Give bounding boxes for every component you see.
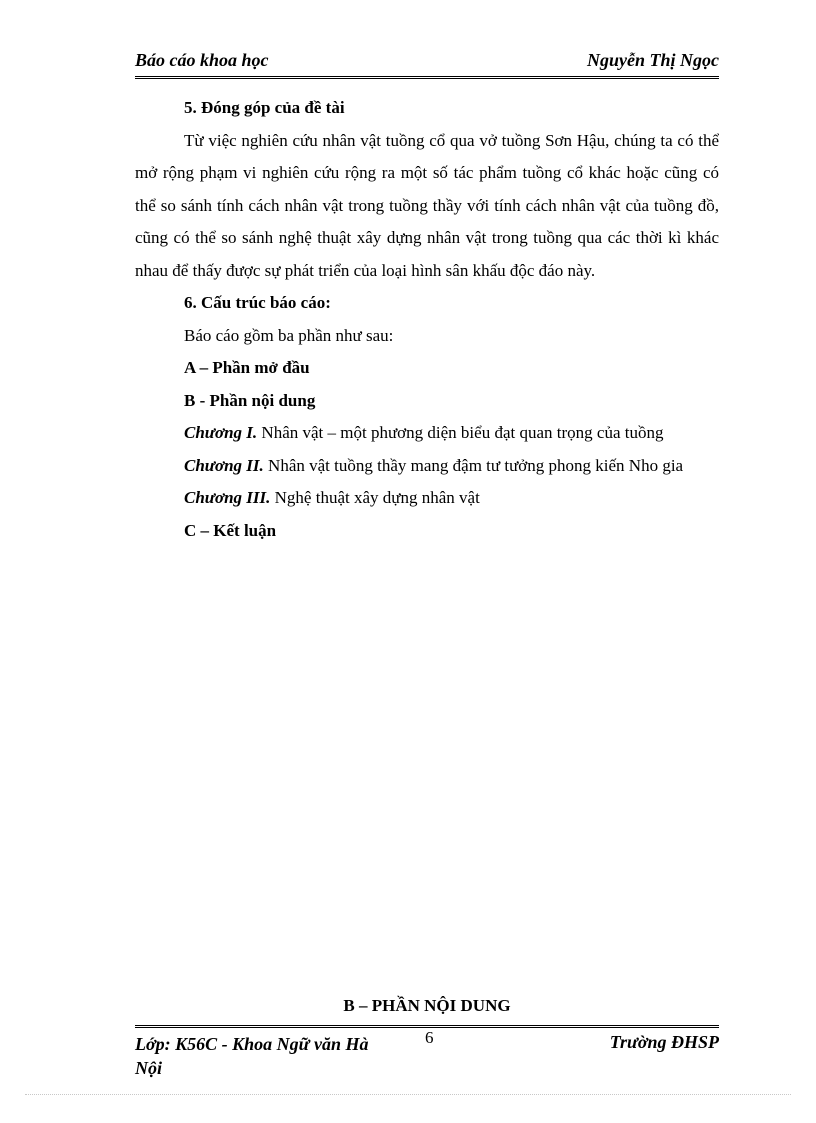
chapter-label: Chương I. bbox=[184, 423, 258, 442]
header-report-title: Báo cáo khoa học bbox=[135, 50, 269, 70]
part-a-item: A – Phần mở đầu bbox=[184, 358, 310, 377]
page-footer bbox=[135, 1025, 719, 1084]
section-6-title: 6. Cấu trúc báo cáo: bbox=[184, 293, 331, 312]
footer-class-info: Lớp: K56C - Khoa Ngữ văn Hà Nội bbox=[135, 1034, 369, 1078]
document-body bbox=[135, 92, 719, 547]
section-heading: B – PHẦN NỘI DUNG bbox=[343, 996, 511, 1015]
chapter-label: Chương III. bbox=[184, 488, 271, 507]
page-number: 6 bbox=[425, 1028, 434, 1047]
header-author: Nguyễn Thị Ngọc bbox=[587, 50, 719, 70]
chapter-text: Nhân vật tuồng thầy mang đậm tư tưởng phong kiến Nho gia bbox=[268, 455, 684, 475]
section-5-paragraph: Từ việc nghiên cứu nhân vật tuồng cổ qua vở tuồng Sơn Hậu, chúng ta có thể mở rộng phạm vi nghiên cứu rộng ra một số tác phẩm tuồng cổ khác hoặc cũng có thể so sánh tính cách nhân vật trong tuồng thầy với tính cách nhân vật của tuồng đồ, cũng có thể so sánh nghệ thuật xây dựng nhân vật trong tuồng qua các thời kì khác nhau để thấy được sự phát triển của loại hình sân khấu độc đáo này. bbox=[135, 130, 719, 280]
part-b-item: B - Phần nội dung bbox=[184, 390, 316, 410]
chapter-text: Nghệ thuật xây dựng nhân vật bbox=[274, 488, 480, 507]
chapter-item-3 bbox=[135, 482, 719, 515]
chapter-text: Nhân vật – một phương diện biểu đạt quan trọng của tuồng bbox=[261, 423, 664, 442]
chapter-item-1 bbox=[135, 417, 719, 450]
section-5-title: 5. Đóng góp của đề tài bbox=[184, 98, 345, 117]
structure-intro: Báo cáo gồm ba phần như sau: bbox=[184, 325, 394, 345]
chapter-item-2 bbox=[135, 450, 719, 483]
page-header bbox=[135, 48, 719, 79]
chapter-label: Chương II. bbox=[184, 455, 264, 475]
page-divider bbox=[25, 1094, 791, 1095]
part-c-item: C – Kết luận bbox=[184, 520, 277, 540]
footer-university: Trường ĐHSP bbox=[609, 1032, 719, 1052]
